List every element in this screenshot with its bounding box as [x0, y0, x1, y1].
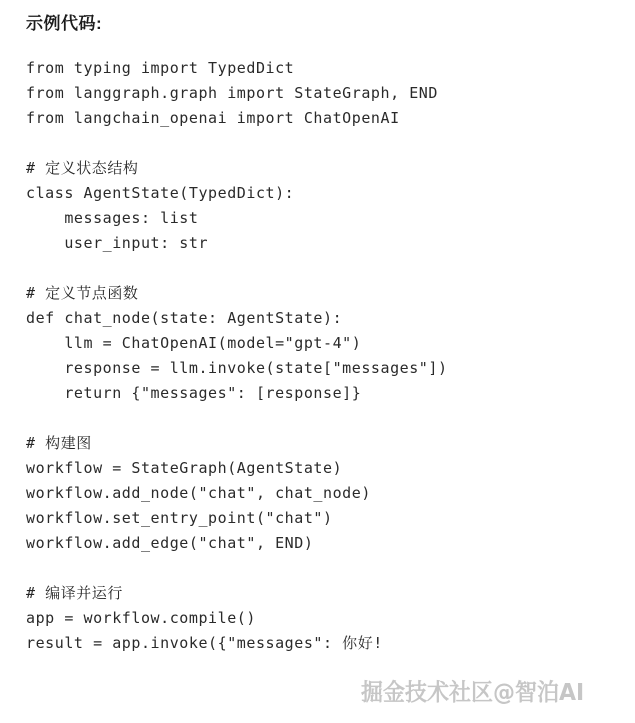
code-line: user_input: str	[26, 234, 209, 252]
code-line-blank	[26, 406, 626, 431]
code-line: response = llm.invoke(state["messages"])	[26, 359, 448, 377]
code-comment-line: # 编译并运行	[26, 584, 123, 602]
code-line: messages: list	[26, 209, 199, 227]
code-comment-line: # 构建图	[26, 434, 92, 452]
code-line: class AgentState(TypedDict):	[26, 184, 295, 202]
code-line: llm = ChatOpenAI(model="gpt-4")	[26, 334, 362, 352]
code-line: workflow.add_node("chat", chat_node)	[26, 484, 371, 502]
code-line: app = workflow.compile()	[26, 609, 256, 627]
code-line: from typing import TypedDict	[26, 59, 295, 77]
code-line: from langchain_openai import ChatOpenAI	[26, 109, 400, 127]
code-block	[26, 56, 626, 656]
page-title: 示例代码:	[26, 14, 103, 33]
code-line: from langgraph.graph import StateGraph, END	[26, 84, 438, 102]
code-line-blank	[26, 131, 626, 156]
code-line-blank	[26, 256, 626, 281]
code-line: workflow.set_entry_point("chat")	[26, 509, 333, 527]
code-line: workflow.add_edge("chat", END)	[26, 534, 314, 552]
code-line-blank	[26, 556, 626, 581]
watermark-text: 掘金技术社区@智泊AI	[361, 680, 585, 707]
code-line: result = app.invoke({"messages": 你好!	[26, 634, 383, 652]
code-line: return {"messages": [response]}	[26, 384, 362, 402]
code-line: workflow = StateGraph(AgentState)	[26, 459, 343, 477]
code-comment-line: # 定义节点函数	[26, 284, 139, 302]
code-comment-line: # 定义状态结构	[26, 159, 139, 177]
code-line: def chat_node(state: AgentState):	[26, 309, 343, 327]
